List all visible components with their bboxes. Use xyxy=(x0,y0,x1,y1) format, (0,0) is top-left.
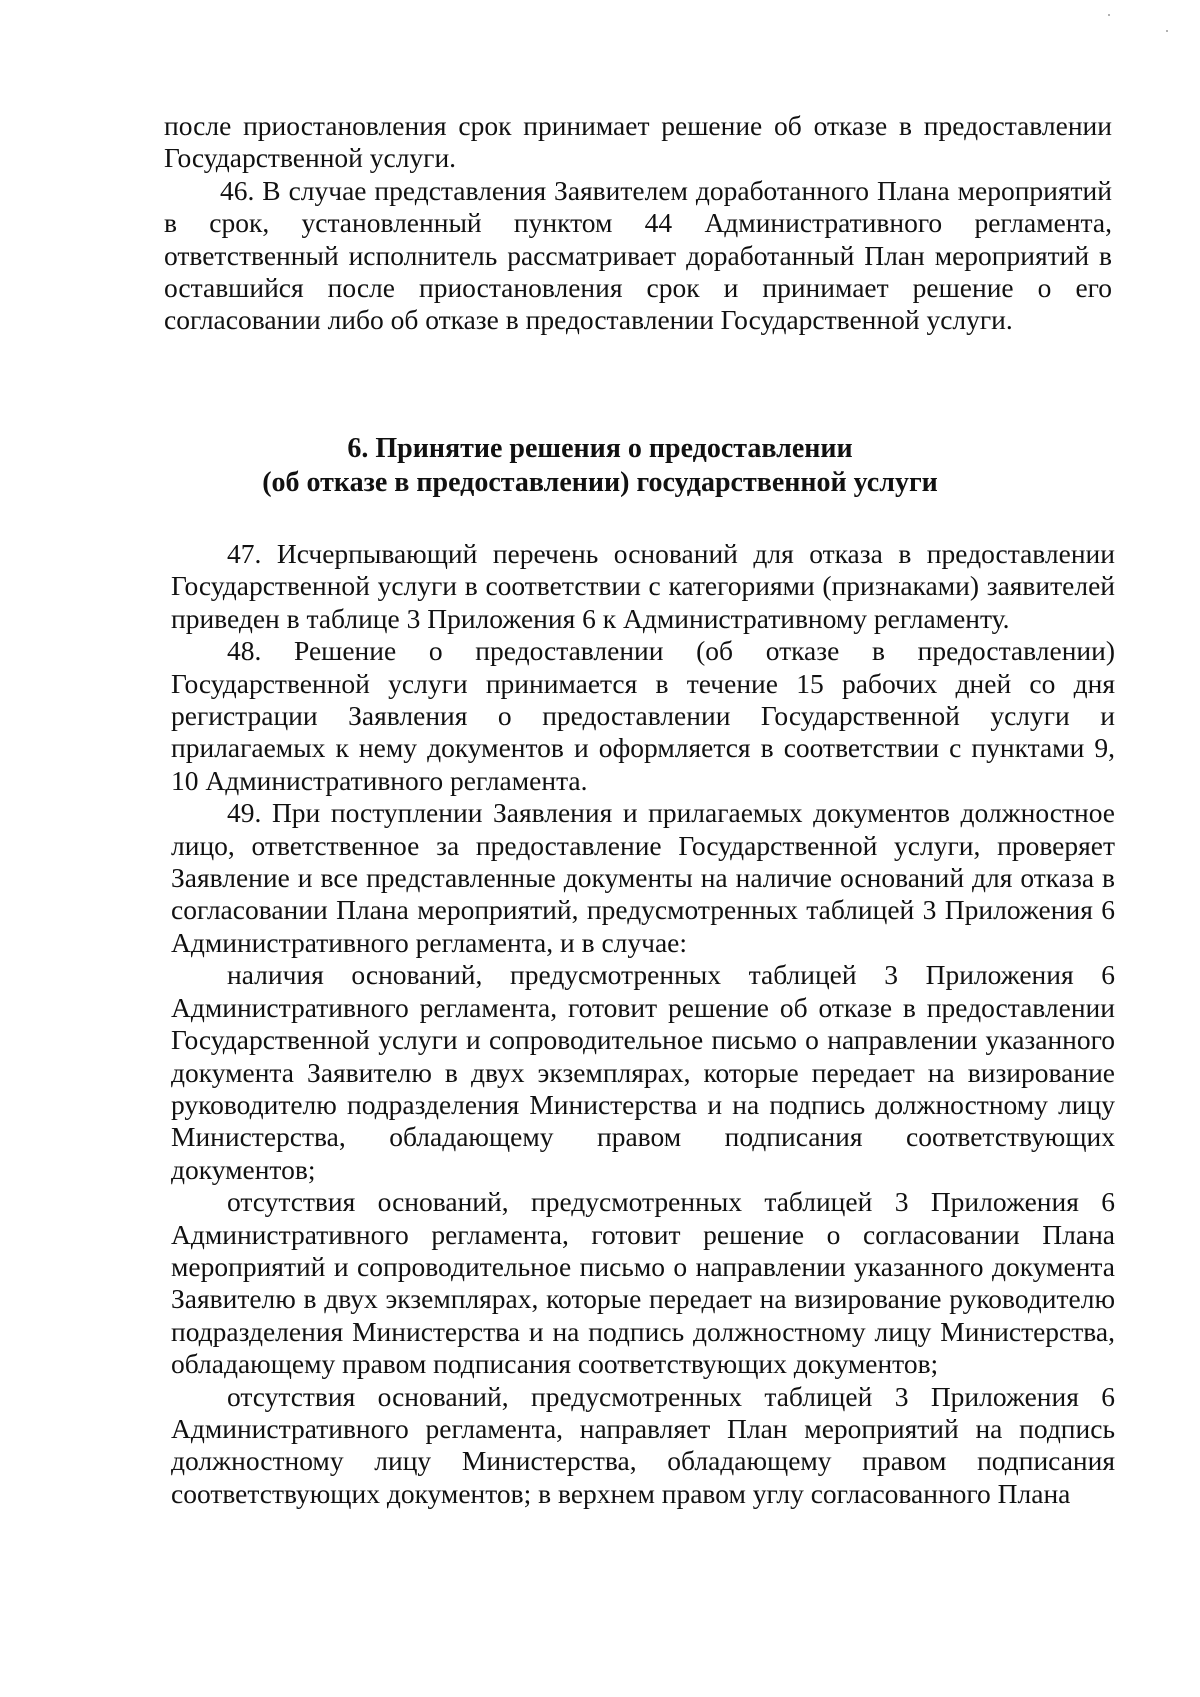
paragraph-49-case-grounds-absent: отсутствия оснований, предусмотренных таблицей 3 Приложения 6 Административного регламента, готовит решение о согласовании Плана мероприятий и сопроводительное письмо о направлении указанного документа Заявителю в двух экземплярах, которые передает на визирование руководителю подразделения Министерства и на подпись должностному лицу Министерства, обладающему правом подписания соответствующих документов; xyxy=(171,1186,1115,1380)
paragraph-49-case-plan-signature: отсутствия оснований, предусмотренных таблицей 3 Приложения 6 Административного регламента, направляет План мероприятий на подпись должностному лицу Министерства, обладающему правом подписания соответствующих документов; в верхнем правом углу согласованного Плана xyxy=(171,1380,1115,1509)
paragraph-46: 46. В случае представления Заявителем доработанного Плана мероприятий в срок, установленный пунктом 44 Административного регламента, ответственный исполнитель рассматривает доработанный План мероприятий в оставшийся после приостановления срок и принимает решение о его согласовании либо об отказе в предоставлении Государственной услуги. xyxy=(164,174,1112,336)
paragraph-48: 48. Решение о предоставлении (об отказе в предоставлении) Государственной услуги принимается в течение 15 рабочих дней со дня регистрации Заявления о предоставлении Государственной услуги и прилагаемых к нему документов и оформляется в соответствии с пунктами 9, 10 Административного регламента. xyxy=(171,635,1115,796)
section-text-main xyxy=(171,538,1115,1510)
scan-speck xyxy=(1166,30,1168,32)
section-heading xyxy=(160,432,1040,500)
scan-speck xyxy=(1108,14,1110,16)
paragraph-49-case-grounds-present: наличия оснований, предусмотренных таблицей 3 Приложения 6 Административного регламента, готовит решение об отказе в предоставлении Государственной услуги и сопроводительное письмо о направлении указанного документа Заявителю в двух экземплярах, которые передает на визирование руководителю подразделения Министерства и на подпись должностному лицу Министерства, обладающему правом подписания соответствующих документов; xyxy=(171,959,1115,1185)
paragraph-49: 49. При поступлении Заявления и прилагаемых документов должностное лицо, ответственное за предоставление Государственной услуги, проверяет Заявление и все представленные документы на наличие оснований для отказа в согласовании Плана мероприятий, предусмотренных таблицей 3 Приложения 6 Административного регламента, и в случае: xyxy=(171,797,1115,958)
heading-line-1: 6. Принятие решения о предоставлении xyxy=(347,433,853,464)
heading-line-2: (об отказе в предоставлении) государственной услуги xyxy=(262,467,938,498)
section-text-top xyxy=(164,110,1112,337)
paragraph-continuation: после приостановления срок принимает решение об отказе в предоставлении Государственной услуги. xyxy=(164,110,1112,174)
paragraph-47: 47. Исчерпывающий перечень оснований для отказа в предоставлении Государственной услуги в соответствии с категориями (признаками) заявителей приведен в таблице 3 Приложения 6 к Административному регламенту. xyxy=(171,538,1115,634)
